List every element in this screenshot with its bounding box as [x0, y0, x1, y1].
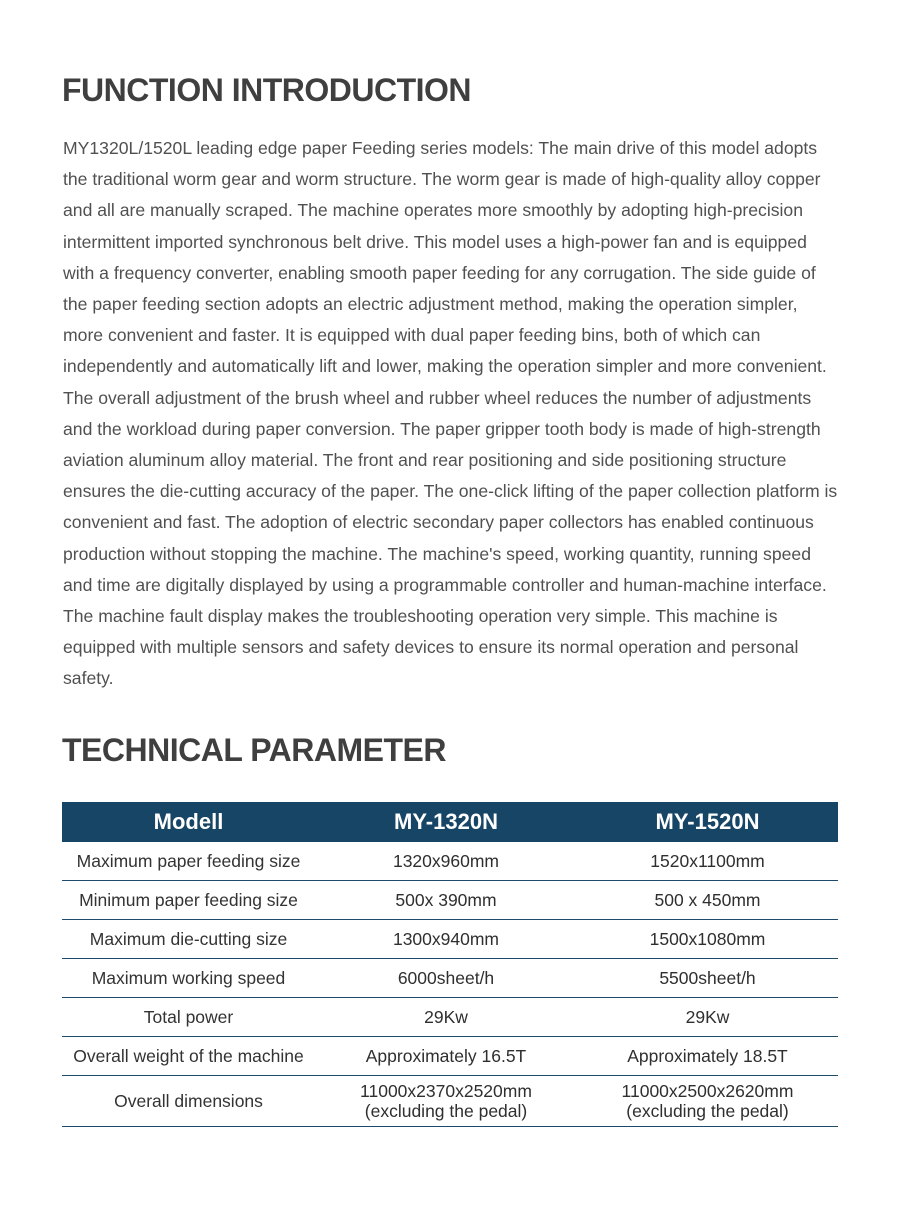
row-label: Total power — [62, 998, 315, 1037]
value-my-1520n: 1500x1080mm — [577, 920, 838, 959]
function-introduction-text: MY1320L/1520L leading edge paper Feeding series models: The main drive of this model adopts the traditional worm gear and worm structure. The worm gear is made of high-quality alloy copper and all are manually scraped. The machine operates more smoothly by adopting high-precision intermittent imported synchronous belt drive. This model uses a high-power fan and is equipped with a frequency converter, enabling smooth paper feeding for any corrugation. The side guide of the paper feeding section adopts an electric adjustment method, making the operation simpler, more convenient and faster. It is equipped with dual paper feeding bins, both of which can independently and automatically lift and lower, making the operation simpler and more convenient. The overall adjustment of the brush wheel and rubber wheel reduces the number of adjustments and the workload during paper conversion. The paper gripper tooth body is made of high-strength aviation aluminum alloy material. The front and rear positioning and side positioning structure ensures the die-cutting accuracy of the paper. The one-click lifting of the paper collection platform is convenient and fast. The adoption of electric secondary paper collectors has enabled continuous production without stopping the machine. The machine's speed, working quantity, running speed and time are digitally displayed by using a programmable controller and human-machine interface. The machine fault display makes the troubleshooting operation very simple. This machine is equipped with multiple sensors and safety devices to ensure its normal operation and personal safety. — [63, 138, 838, 689]
value-my-1320n: 500x 390mm — [315, 881, 577, 920]
value-my-1320n — [315, 1076, 577, 1127]
value-my-1320n: Approximately 16.5T — [315, 1037, 577, 1076]
row-label: Maximum die-cutting size — [62, 920, 315, 959]
table-header-row — [62, 802, 838, 842]
value-my-1520n: 5500sheet/h — [577, 959, 838, 998]
value-note: (excluding the pedal) — [626, 1101, 789, 1121]
technical-parameter-table — [62, 802, 838, 1127]
value-my-1520n: 1520x1100mm — [577, 842, 838, 881]
table-row — [62, 920, 838, 959]
row-label: Overall weight of the machine — [62, 1037, 315, 1076]
value-line: 11000x2370x2520mm — [360, 1081, 532, 1101]
value-my-1520n — [577, 1076, 838, 1127]
row-label: Maximum working speed — [62, 959, 315, 998]
header-my-1520n: MY-1520N — [577, 802, 838, 842]
row-label: Maximum paper feeding size — [62, 842, 315, 881]
row-label: Overall dimensions — [62, 1076, 315, 1127]
row-label: Minimum paper feeding size — [62, 881, 315, 920]
value-my-1320n: 29Kw — [315, 998, 577, 1037]
table-row — [62, 881, 838, 920]
table-row — [62, 1076, 838, 1127]
header-my-1320n: MY-1320N — [315, 802, 577, 842]
value-my-1320n: 1320x960mm — [315, 842, 577, 881]
table-row — [62, 842, 838, 881]
value-my-1520n: 500 x 450mm — [577, 881, 838, 920]
function-introduction-title: FUNCTION INTRODUCTION — [62, 72, 472, 108]
value-my-1320n: 1300x940mm — [315, 920, 577, 959]
header-modell: Modell — [62, 802, 315, 842]
table-row — [62, 998, 838, 1037]
value-note: (excluding the pedal) — [364, 1101, 528, 1121]
table-row — [62, 959, 838, 998]
table-row — [62, 1037, 838, 1076]
value-my-1520n: Approximately 18.5T — [577, 1037, 838, 1076]
technical-parameter-title: TECHNICAL PARAMETER — [62, 732, 446, 768]
value-my-1320n: 6000sheet/h — [315, 959, 577, 998]
value-my-1520n: 29Kw — [577, 998, 838, 1037]
value-line: 11000x2500x2620mm — [621, 1081, 794, 1101]
